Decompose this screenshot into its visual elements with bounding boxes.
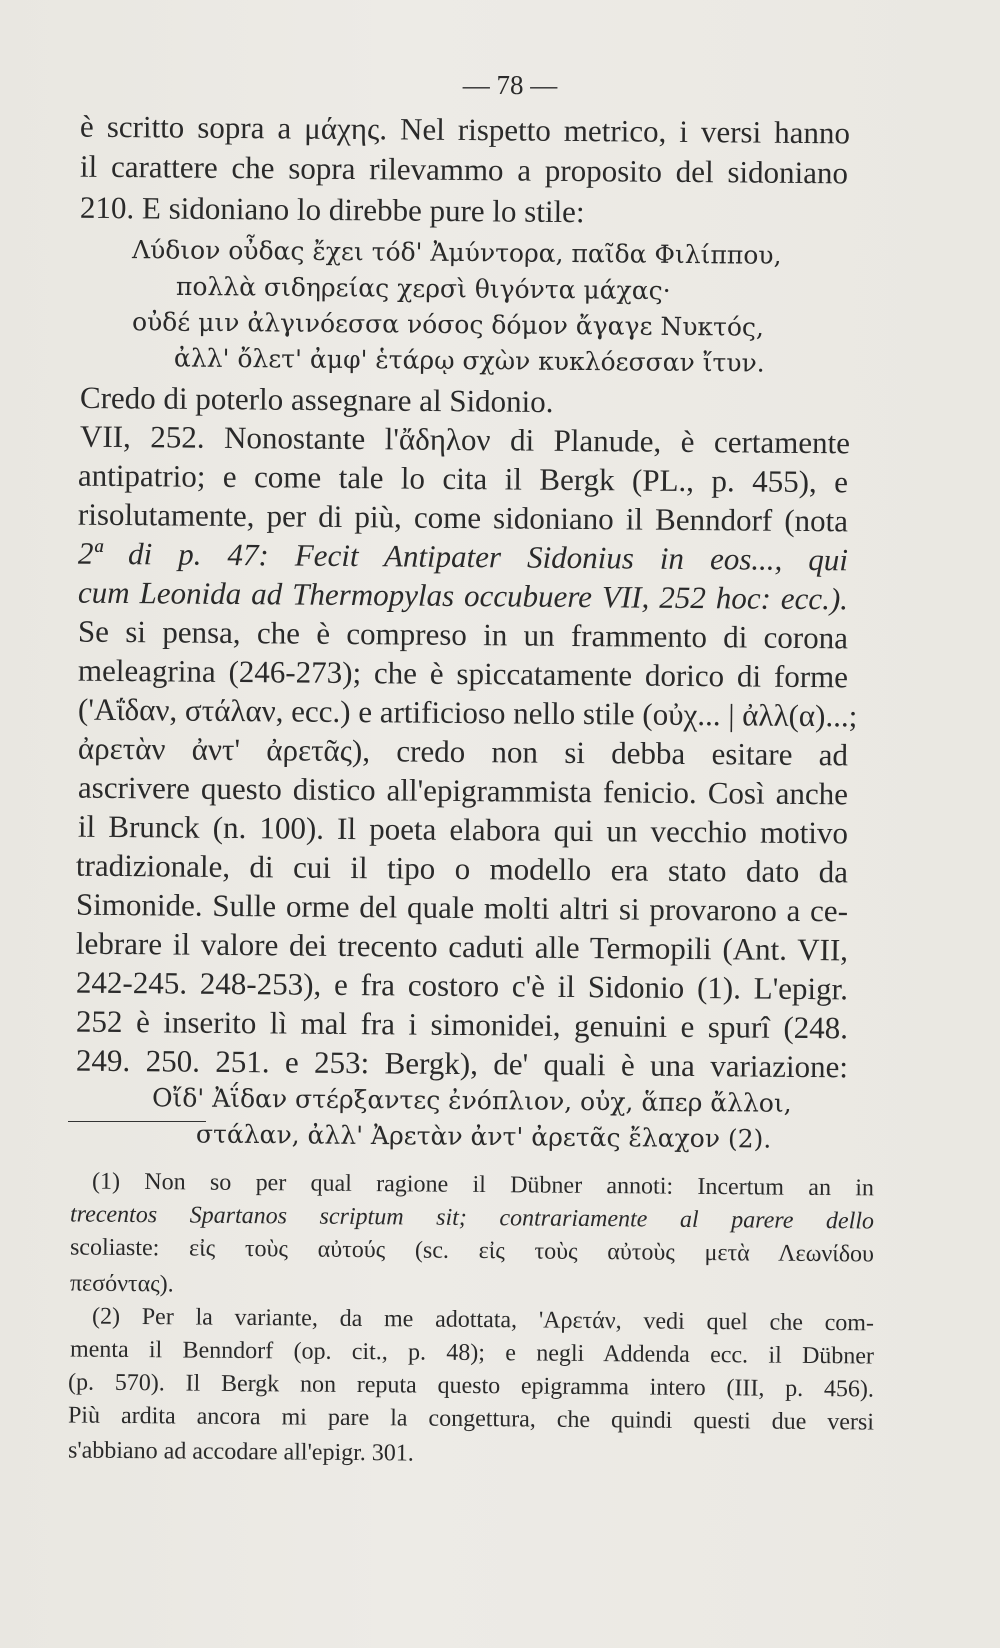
- body-line-21: 249. 250. 251. e 253: Bergk), de' quali è una variazione:: [75, 1042, 849, 1085]
- body-line-1: è scritto sopra a μάχης. Nel rispetto metrico, i versi hanno: [79, 108, 851, 151]
- footnote-2-line-3: (p. 570). Il Bergk non reputa questo epigramma intero (III, p. 456).: [67, 1369, 875, 1403]
- body-line-20: 252 è inserito lì mal fra i simonidei, genuini e spurî (248.: [75, 1003, 849, 1046]
- body-line-15: il Brunck (n. 100). Il poeta elabora qui un vecchio motivo: [77, 808, 849, 851]
- verse-1-line-4: ἀλλ' ὄλετ' ἀμφ' ἑτάρῳ σχὼν κυκλόεσσαν ἴτυν.: [173, 343, 765, 378]
- body-line-9: cum Leonida ad Thermopylas occubuere VII, 252 hoc: ecc.).: [77, 574, 849, 617]
- footnote-1-line-4: πεσόντας).: [69, 1270, 174, 1298]
- body-line-5: VII, 252. Nonostante l'ἄδηλον di Planude, è certamente: [79, 418, 851, 461]
- body-line-16: tradizionale, di cui il tipo o modello era stato dato da: [75, 847, 849, 890]
- body-line-8: 2ª di p. 47: Fecit Antipater Sidonius in eos..., qui: [77, 535, 849, 578]
- verse-1-line-1: Λύδιον οὖδας ἔχει τόδ' Ἀμύντορα, παῖδα Φιλίππου,: [131, 235, 782, 270]
- body-line-11: meleagrina (246-273); che è spiccatamente dorico di forme: [77, 652, 849, 695]
- footnote-separator: [68, 1121, 206, 1122]
- verse-1-line-3: οὐδέ μιν ἀλγινόεσσα νόσος δόμον ἄγαγε Νυκτός,: [131, 307, 765, 342]
- footnote-2-line-2: menta il Benndorf (op. cit., p. 48); e negli Addenda ecc. il Dübner: [69, 1336, 875, 1370]
- body-line-19: 242-245. 248-253), e fra costoro c'è il Sidonio (1). L'epigr.: [75, 964, 849, 1007]
- body-line-17: Simonide. Sulle orme del quale molti altri si provarono a ce-: [75, 886, 849, 929]
- body-line-13: ἀρετὰν ἀντ' ἀρετᾶς), credo non si debba esitare ad: [77, 730, 849, 773]
- body-line-18: lebrare il valore dei trecento caduti alle Termopili (Ant. VII,: [75, 925, 849, 968]
- body-line-10: Se si pensa, che è compreso in un frammento di corona: [77, 613, 849, 656]
- footnote-1-line-3: scoliaste: εἰς τοὺς αὐτούς (sc. εἰς τοὺς αὐτοὺς μετὰ Λεωνίδου: [69, 1234, 875, 1268]
- footnote-2-line-4: Più ardita ancora mi pare la congettura, che quindi questi due versi: [67, 1402, 875, 1436]
- verse-2-line-2: στάλαν, ἀλλ' Ἀρετὰν ἀντ' ἀρετᾶς ἔλαχον (2).: [195, 1119, 772, 1154]
- body-line-12: ('Αΐδαν, στάλαν, ecc.) e artificioso nello stile (οὐχ... | ἀλλ(α)...;: [77, 691, 858, 734]
- body-line-6: antipatrio; e come tale lo cita il Bergk (PL., p. 455), e: [77, 457, 849, 500]
- footnote-2-line-5: s'abbiano ad accodare all'epigr. 301.: [67, 1437, 414, 1467]
- body-line-4: Credo di poterlo assegnare al Sidonio.: [79, 379, 554, 420]
- footnote-1-line-1: (1) Non so per qual ragione il Dübner annoti: Incertum an in: [91, 1168, 875, 1202]
- page-number: — 78 —: [462, 70, 558, 100]
- body-line-2: il carattere che sopra rilevammo a proposito del sidoniano: [79, 148, 849, 191]
- footnote-1-line-2: trecentos Spartanos scriptum sit; contrariamente al parere dello: [69, 1201, 875, 1235]
- verse-2-line-1: Οἴδ' Ἀΐδαν στέρξαντες ἐνόπλιον, οὐχ, ἅπερ ἄλλοι,: [151, 1083, 792, 1118]
- body-line-3: 210. E sidoniano lo direbbe pure lo stile:: [79, 189, 585, 230]
- body-line-7: risolutamente, per di più, come sidoniano il Benndorf (nota: [77, 496, 849, 539]
- body-line-14: ascrivere questo distico all'epigrammista fenicio. Così anche: [77, 769, 849, 812]
- footnote-2-line-1: (2) Per la variante, da me adottata, 'Αρετάν, vedi quel che com-: [91, 1303, 875, 1337]
- verse-1-line-2: πολλὰ σιδηρείας χερσὶ θιγόντα μάχας·: [175, 271, 671, 306]
